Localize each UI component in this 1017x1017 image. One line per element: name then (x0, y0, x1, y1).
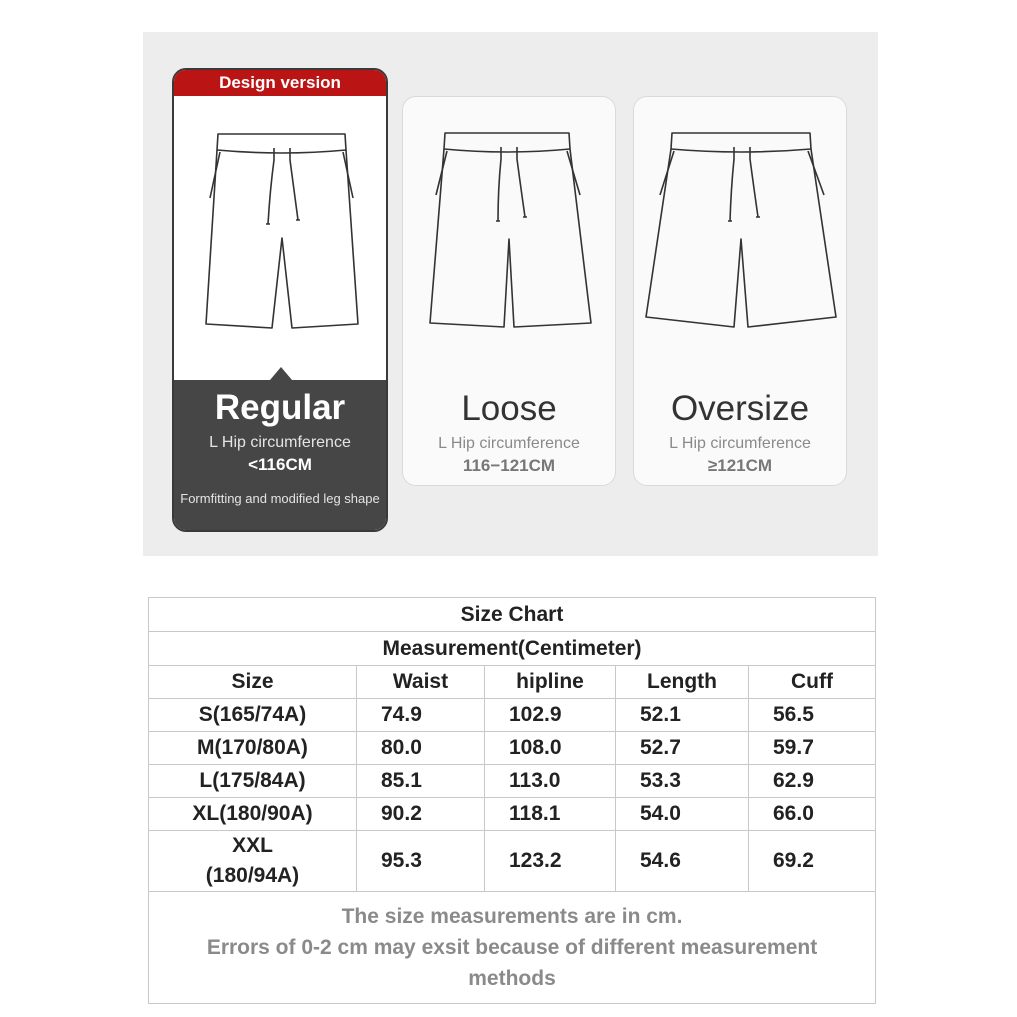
hip-value: ≥121CM (707, 456, 773, 475)
table-row (149, 831, 876, 892)
header-length: Length (616, 666, 749, 699)
table-row (149, 699, 876, 732)
size-cell: M(170/80A) (149, 732, 357, 765)
fit-description: Formfitting and modified leg shape (180, 491, 380, 506)
header-hipline: hipline (485, 666, 616, 699)
fit-name: Regular (214, 388, 346, 427)
waist-cell: 80.0 (357, 732, 485, 765)
waist-cell: 95.3 (357, 831, 485, 892)
hip-value: <116CM (248, 455, 312, 474)
hip-label: L Hip circumference (438, 435, 580, 452)
waist-cell: 74.9 (357, 699, 485, 732)
waist-cell: 90.2 (357, 798, 485, 831)
cuff-cell: 56.5 (749, 699, 876, 732)
length-cell: 52.7 (616, 732, 749, 765)
size-cell: S(165/74A) (149, 699, 357, 732)
size-line-2: (180/94A) (205, 864, 300, 887)
length-cell: 54.0 (616, 798, 749, 831)
regular-details (174, 380, 386, 530)
fit-name: Loose (461, 389, 557, 428)
table-row (149, 765, 876, 798)
size-cell: L(175/84A) (149, 765, 357, 798)
size-line-1: XXL (232, 834, 273, 857)
fit-option-loose[interactable] (402, 96, 616, 486)
hip-value: 116−121CM (462, 456, 556, 475)
fit-name: Oversize (670, 389, 810, 428)
size-cell: XL(180/90A) (149, 798, 357, 831)
note-row (149, 892, 876, 1004)
hip-label: L Hip circumference (209, 434, 351, 451)
cuff-cell: 59.7 (749, 732, 876, 765)
note-line-2: Errors of 0-2 cm may exsit because of different measurement (206, 936, 818, 959)
length-cell: 53.3 (616, 765, 749, 798)
hipline-cell: 123.2 (485, 831, 616, 892)
cuff-cell: 69.2 (749, 831, 876, 892)
hipline-cell: 108.0 (485, 732, 616, 765)
design-version-tag: Design version (174, 70, 386, 96)
fit-option-regular[interactable] (172, 68, 388, 532)
measurement-unit: Measurement(Centimeter) (149, 632, 876, 666)
length-cell: 52.1 (616, 699, 749, 732)
size-chart-table (148, 597, 876, 1004)
header-size: Size (149, 666, 357, 699)
hipline-cell: 113.0 (485, 765, 616, 798)
length-cell: 54.6 (616, 831, 749, 892)
note-line-1: The size measurements are in cm. (341, 905, 683, 928)
cuff-cell: 66.0 (749, 798, 876, 831)
waist-cell: 85.1 (357, 765, 485, 798)
note-line-3: methods (468, 967, 556, 990)
pointer-notch (270, 367, 292, 380)
measurement-note (149, 892, 876, 1004)
hip-label: L Hip circumference (669, 435, 811, 452)
header-cuff: Cuff (749, 666, 876, 699)
size-cell (149, 831, 357, 892)
hipline-cell: 102.9 (485, 699, 616, 732)
table-row (149, 732, 876, 765)
size-chart-title: Size Chart (149, 598, 876, 632)
header-waist: Waist (357, 666, 485, 699)
header-row (149, 666, 876, 699)
table-row (149, 798, 876, 831)
hipline-cell: 118.1 (485, 798, 616, 831)
cuff-cell: 62.9 (749, 765, 876, 798)
fit-option-oversize[interactable] (633, 96, 847, 486)
